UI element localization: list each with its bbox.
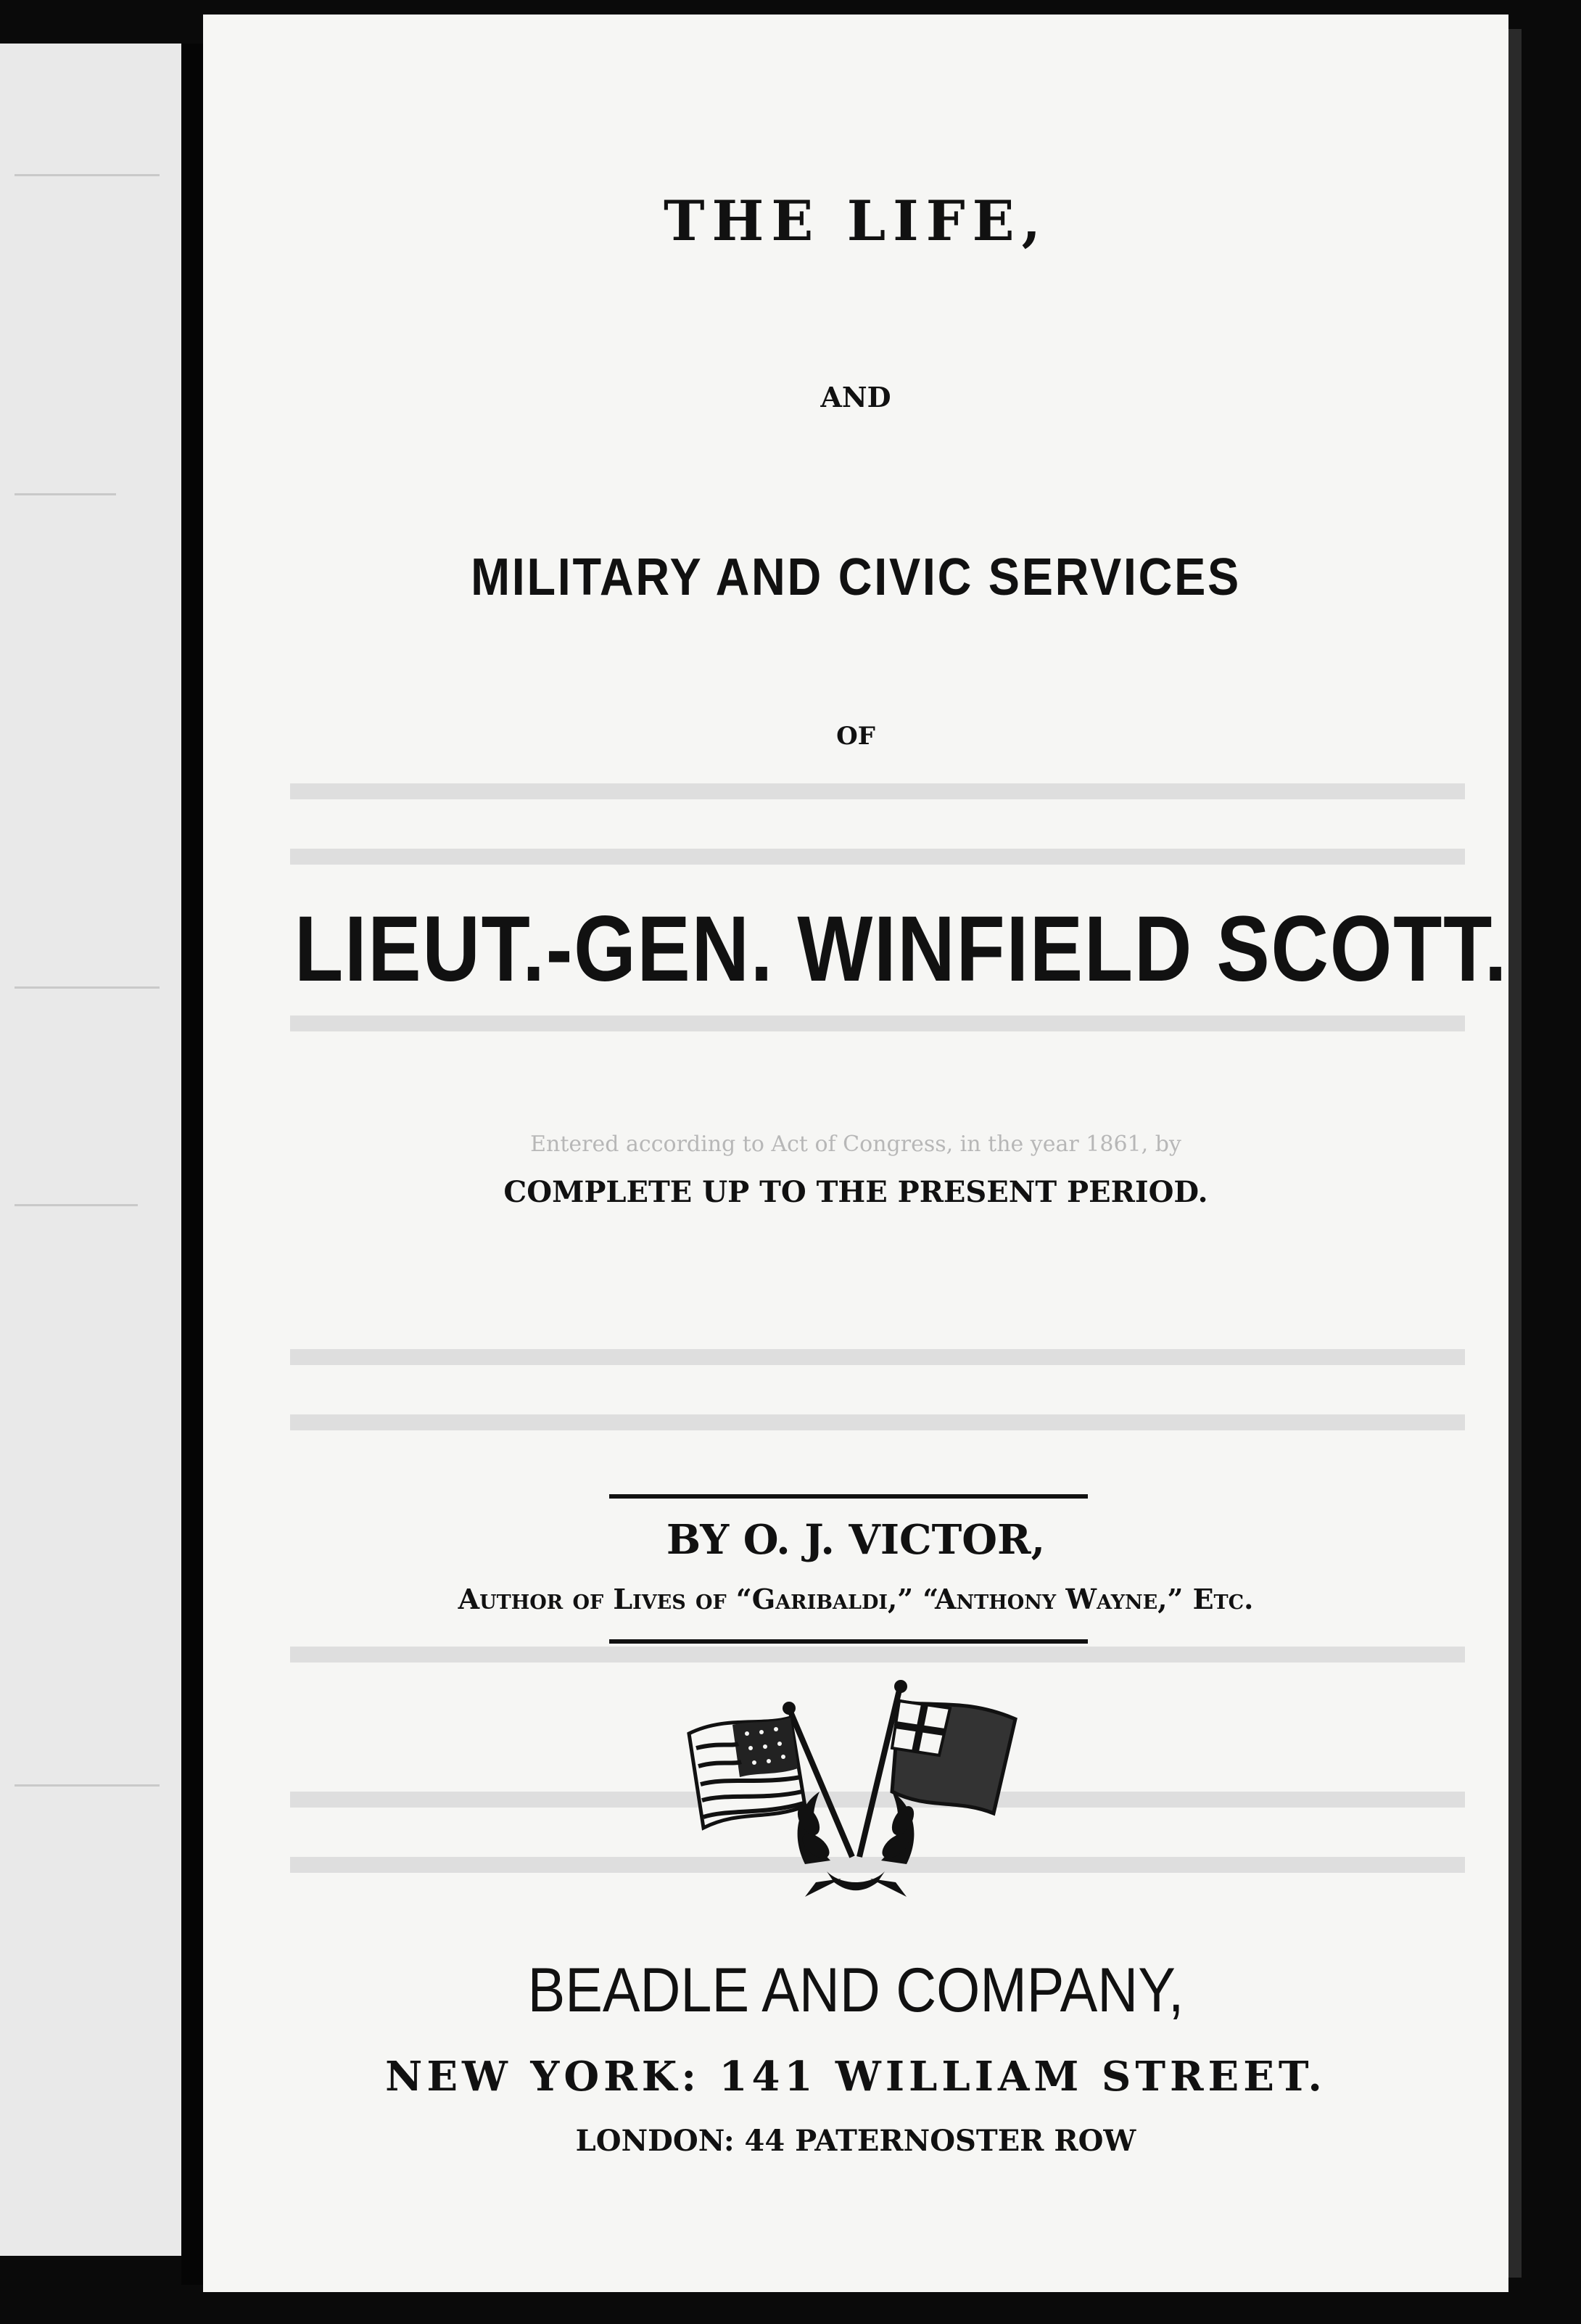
ensign-flag-icon: [859, 1680, 1015, 1857]
us-flag-icon: [689, 1702, 852, 1857]
bleed-through-line: [290, 1647, 1465, 1662]
bottom-rule: [609, 1639, 1088, 1644]
laurel-wreath-icon: [793, 1792, 919, 1897]
author-byline: BY O. J. VICTOR,: [666, 1516, 1046, 1564]
bleed-through-line: [290, 1015, 1465, 1031]
bleed-through-line: [290, 1349, 1465, 1365]
author-credits: Author of Lives of “Garibaldi,” “Anthony Wayne,” Etc.: [458, 1583, 1254, 1615]
facing-page-text-ghost: [15, 1204, 138, 1206]
copyright-notice-bleed: Entered according to Act of Congress, in the year 1861, by: [530, 1132, 1181, 1157]
bleed-through-line: [290, 849, 1465, 865]
publisher-address-new-york: NEW YORK: 141 WILLIAM STREET.: [385, 2053, 1326, 2101]
page-edge-shadow: [1508, 29, 1522, 2278]
facing-page-text-ghost: [15, 493, 116, 495]
top-rule: [609, 1494, 1088, 1499]
services-line: MILITARY AND CIVIC SERVICES: [471, 548, 1241, 606]
title-line: THE LIFE,: [663, 189, 1049, 253]
facing-page-text-ghost: [15, 1784, 160, 1787]
publisher-name: BEADLE AND COMPANY,: [527, 1956, 1184, 2025]
bleed-through-line: [290, 783, 1465, 799]
crossed-flags-wreath-icon: [682, 1676, 1030, 1900]
book-gutter: [181, 44, 203, 2285]
facing-page-text-ghost: [15, 986, 160, 989]
publisher-address-london: LONDON: 44 PATERNOSTER ROW: [575, 2124, 1136, 2158]
period-line: COMPLETE UP TO THE PRESENT PERIOD.: [503, 1175, 1208, 1209]
facing-page: [0, 44, 181, 2256]
conjunction-line: AND: [820, 381, 891, 413]
bleed-through-line: [290, 1414, 1465, 1430]
subject-name: LIEUT.-GEN. WINFIELD SCOTT.: [294, 897, 1508, 1001]
preposition-line: OF: [836, 722, 875, 751]
facing-page-text-ghost: [15, 174, 160, 176]
title-page: [203, 15, 1508, 2292]
